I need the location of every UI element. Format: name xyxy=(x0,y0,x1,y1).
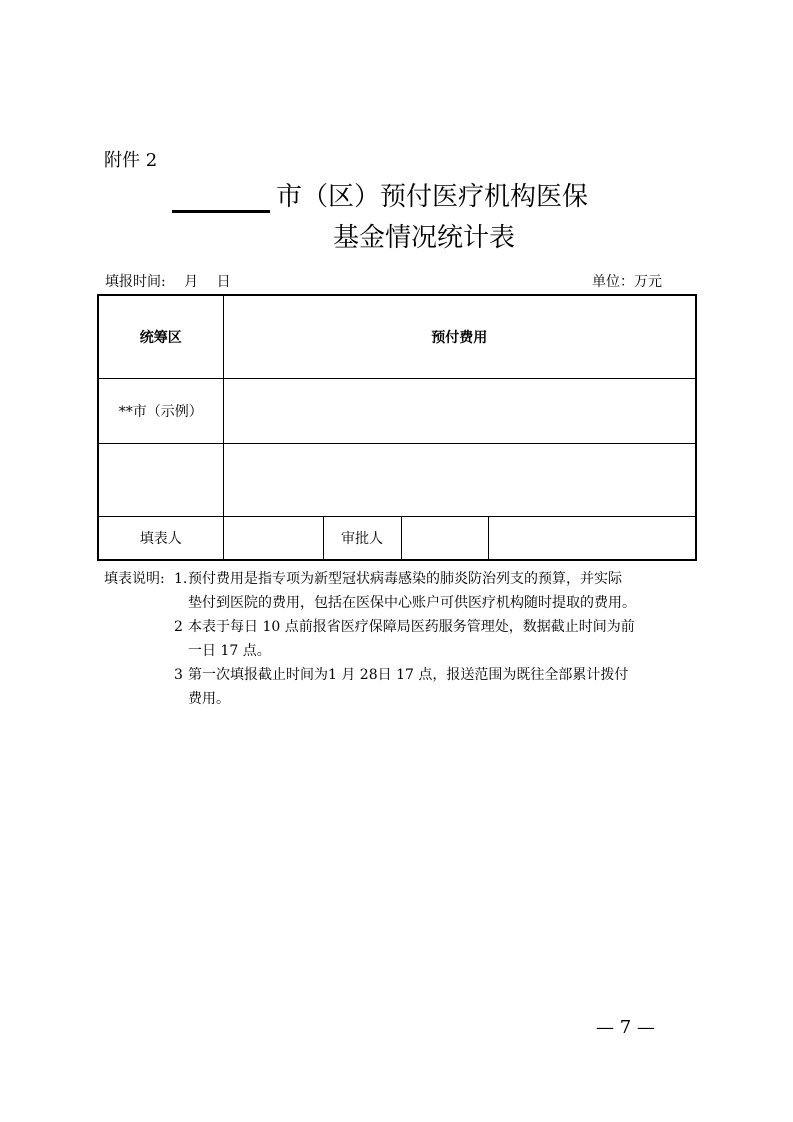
fill-time-month: 月 xyxy=(184,274,199,290)
note-item-3 xyxy=(104,663,704,687)
notes xyxy=(104,567,704,711)
blank-cell xyxy=(488,517,696,561)
fill-time-day: 日 xyxy=(216,274,231,290)
page-number: — 7 — xyxy=(596,1017,655,1038)
note-text: 预付费用是指专项为新型冠状病毒感染的肺炎防治列支的预算，并实际 xyxy=(188,571,622,587)
title-blank-line xyxy=(172,182,270,213)
note-number: 3 xyxy=(174,667,183,683)
header-region: 统筹区 xyxy=(98,295,223,379)
fill-time-label: 填报时间: xyxy=(105,274,166,290)
header-prepaid-cost: 预付费用 xyxy=(223,295,696,379)
note-text: 第一次填报截止时间为1 月 28日 17 点，报送范围为既往全部累计拨付 xyxy=(188,667,629,683)
example-region-cell: **市（示例） xyxy=(98,379,223,444)
note-text-cont: 垫付到医院的费用，包括在医保中心账户可供医疗机构随时提取的费用。 xyxy=(188,595,636,611)
statistics-table xyxy=(97,294,697,561)
note-text-cont: 费用。 xyxy=(188,691,230,707)
attachment-label: 附件 2 xyxy=(104,150,158,171)
note-text: 本表于每日 10 点前报省医疗保障局医药服务管理处，数据截止时间为前 xyxy=(188,619,635,635)
title-line1-text: 市（区）预付医疗机构医保 xyxy=(276,182,589,212)
title-line2: 基金情况统计表 xyxy=(333,223,516,253)
region-cell[interactable] xyxy=(98,444,223,517)
note-item-2 xyxy=(104,615,704,639)
note-number: 2 xyxy=(174,619,183,635)
fill-time xyxy=(105,271,245,291)
cost-cell[interactable] xyxy=(223,444,696,517)
approver-label: 审批人 xyxy=(323,517,401,561)
note-text-cont: 一日 17 点。 xyxy=(188,643,271,659)
note-item-1 xyxy=(104,567,704,591)
title-line1 xyxy=(172,176,588,213)
signature-row xyxy=(98,517,696,561)
notes-label: 填表说明: xyxy=(104,571,165,587)
table-header-row xyxy=(98,295,696,379)
filler-label: 填表人 xyxy=(98,517,223,561)
approver-value-cell[interactable] xyxy=(401,517,488,561)
filler-value-cell[interactable] xyxy=(223,517,323,561)
example-cost-cell[interactable] xyxy=(223,379,696,444)
note-number: 1. xyxy=(174,571,188,587)
table-row xyxy=(98,379,696,444)
unit-label: 单位：万元 xyxy=(592,274,662,290)
table-row xyxy=(98,444,696,517)
